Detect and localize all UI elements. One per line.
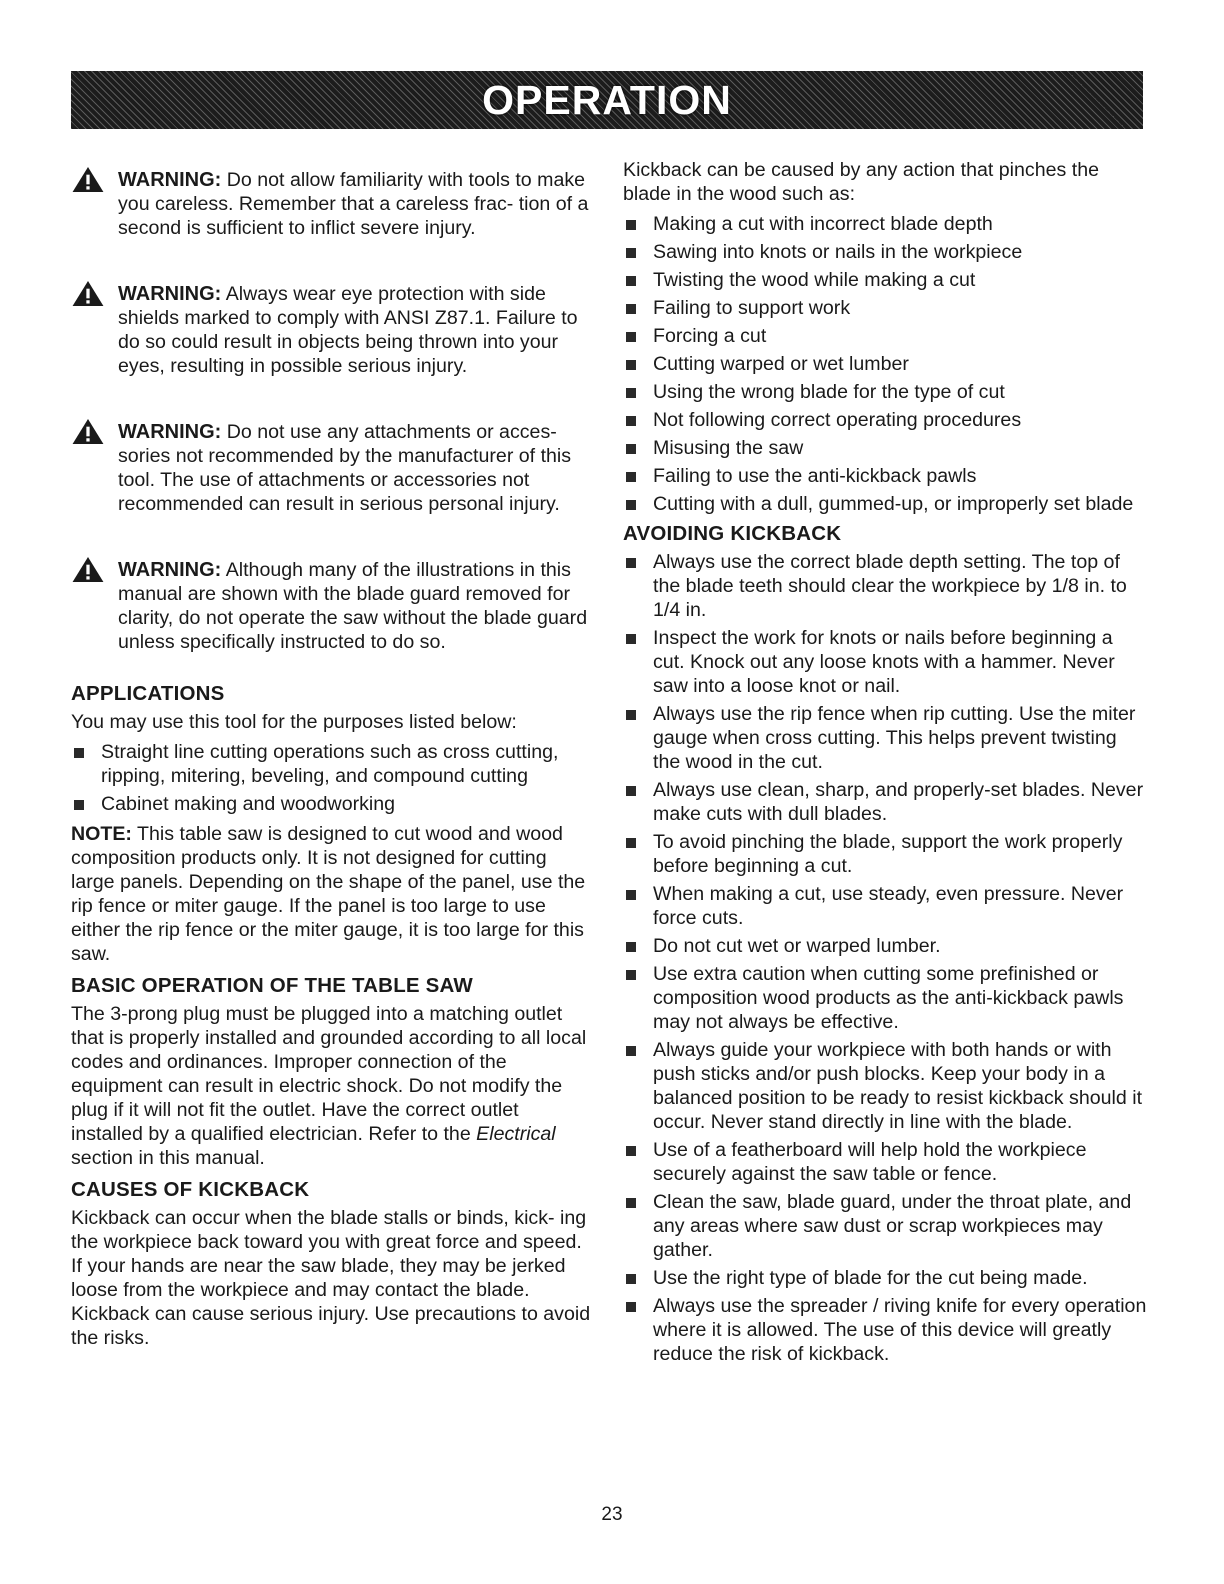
note-paragraph (71, 822, 593, 966)
basic-operation-text-end: section in this manual. (71, 1147, 265, 1169)
warning-text: Do not allow familiarity with tools to make you careless. Remember that a careless frac- tion of a second is sufficient to inflict severe injury. (118, 169, 589, 239)
warning-label: WARNING: (118, 169, 222, 191)
left-column (71, 168, 593, 1356)
list-item: Always use the rip fence when rip cutting. Use the miter gauge when cross cutting. This helps prevent twisting the wood in the cut. (623, 702, 1148, 774)
warning-text: Do not use any attachments or acces- sories not recommended by the manufacturer of this tool. The use of attachments or accessories not recommended can result in serious personal injury. (118, 421, 572, 515)
applications-intro: You may use this tool for the purposes listed below: (71, 711, 517, 733)
list-item: Twisting the wood while making a cut (623, 268, 1148, 292)
list-item: Inspect the work for knots or nails before beginning a cut. Knock out any loose knots with a hammer. Never saw into a loose knot or nail. (623, 626, 1148, 698)
warning-triangle-icon (71, 166, 105, 193)
list-item: Use extra caution when cutting some prefinished or composition wood products as the anti-kickback pawls may not always be effective. (623, 962, 1148, 1034)
basic-operation-text-part: The 3-prong plug must be plugged into a matching outlet that is properly installed and grounded according to all local codes and ordinances. Improper connection of the equipment can result in electric shock. Do not modify the plug if it will not fit the outlet. Have the correct outlet installed by a qualified electrician. Refer to the (71, 1003, 587, 1145)
warning-triangle-icon (71, 556, 105, 583)
list-item: Not following correct operating procedures (623, 408, 1148, 432)
list-item: Always use the spreader / riving knife for every operation where it is allowed. The use of this device will greatly reduce the risk of kickback. (623, 1294, 1148, 1366)
basic-operation-heading: BASIC OPERATION OF THE TABLE SAW (71, 974, 473, 997)
warning-label: WARNING: (118, 559, 222, 581)
section-banner (71, 71, 1143, 129)
list-item: To avoid pinching the blade, support the work properly before beginning a cut. (623, 830, 1148, 878)
basic-operation-text (71, 1002, 593, 1170)
list-item: Always guide your workpiece with both hands or with push sticks and/or push blocks. Keep your body in a balanced position to be ready to resist kickback should it occur. Never stand directly in line with the blade. (623, 1038, 1148, 1134)
list-item: Cutting warped or wet lumber (623, 352, 1148, 376)
list-item: Misusing the saw (623, 436, 1148, 460)
warning-block (71, 420, 593, 516)
list-item: Using the wrong blade for the type of cut (623, 380, 1148, 404)
list-item: Cutting with a dull, gummed-up, or improperly set blade (623, 492, 1148, 516)
list-item: Failing to use the anti-kickback pawls (623, 464, 1148, 488)
causes-text: Kickback can occur when the blade stalls or binds, kick- ing the workpiece back toward you with great force and speed. If your hands are near the saw blade, they may be jerked loose from the workpiece and may contact the blade. Kickback can cause serious injury. Use precautions to avoid the risks. (71, 1207, 591, 1349)
list-item: Use of a featherboard will help hold the workpiece securely against the saw table or fence. (623, 1138, 1148, 1186)
note-label: NOTE: (71, 823, 132, 845)
list-item: Sawing into knots or nails in the workpiece (623, 240, 1148, 264)
warning-triangle-icon (71, 418, 105, 445)
warning-label: WARNING: (118, 283, 222, 305)
warning-block (71, 558, 593, 654)
list-item: Cabinet making and woodworking (71, 792, 593, 816)
causes-intro: Kickback can be caused by any action that pinches the blade in the wood such as: (623, 159, 1099, 205)
causes-heading: CAUSES OF KICKBACK (71, 1178, 310, 1201)
list-item: Failing to support work (623, 296, 1148, 320)
causes-list (623, 212, 1148, 516)
warning-block (71, 168, 593, 240)
warning-label: WARNING: (118, 421, 222, 443)
list-item: Always use clean, sharp, and properly-set blades. Never make cuts with dull blades. (623, 778, 1148, 826)
list-item: Always use the correct blade depth setting. The top of the blade teeth should clear the workpiece by 1/8 in. to 1/4 in. (623, 550, 1148, 622)
warning-text: Always wear eye protection with side shields marked to comply with ANSI Z87.1. Failure to do so could result in objects being thrown into your eyes, resulting in possible serious injury. (118, 283, 578, 377)
note-text: This table saw is designed to cut wood and wood composition products only. It is not designed for cutting large panels. Depending on the shape of the panel, use the rip fence or miter gauge. If the panel is too large to use either the rip fence or the miter gauge, it is too large for this saw. (71, 823, 586, 965)
applications-list (71, 740, 593, 816)
page-title: OPERATION (482, 76, 732, 123)
list-item: Forcing a cut (623, 324, 1148, 348)
list-item: Clean the saw, blade guard, under the throat plate, and any areas where saw dust or scrap workpieces may gather. (623, 1190, 1148, 1262)
list-item: When making a cut, use steady, even pressure. Never force cuts. (623, 882, 1148, 930)
avoiding-heading: AVOIDING KICKBACK (623, 522, 842, 545)
list-item: Making a cut with incorrect blade depth (623, 212, 1148, 236)
list-item: Do not cut wet or warped lumber. (623, 934, 1148, 958)
list-item: Use the right type of blade for the cut being made. (623, 1266, 1148, 1290)
warning-block (71, 282, 593, 378)
page-number: 23 (601, 1504, 623, 1525)
warning-triangle-icon (71, 280, 105, 307)
avoiding-list (623, 550, 1148, 1366)
electrical-reference: Electrical (476, 1123, 556, 1145)
list-item: Straight line cutting operations such as cross cutting, ripping, mitering, beveling, and compound cutting (71, 740, 593, 788)
right-column (623, 158, 1148, 1372)
applications-heading: APPLICATIONS (71, 682, 225, 705)
warning-text: Although many of the illustrations in this manual are shown with the blade guard removed for clarity, do not operate the saw without the blade guard unless specifically instructed to do so. (118, 559, 588, 653)
